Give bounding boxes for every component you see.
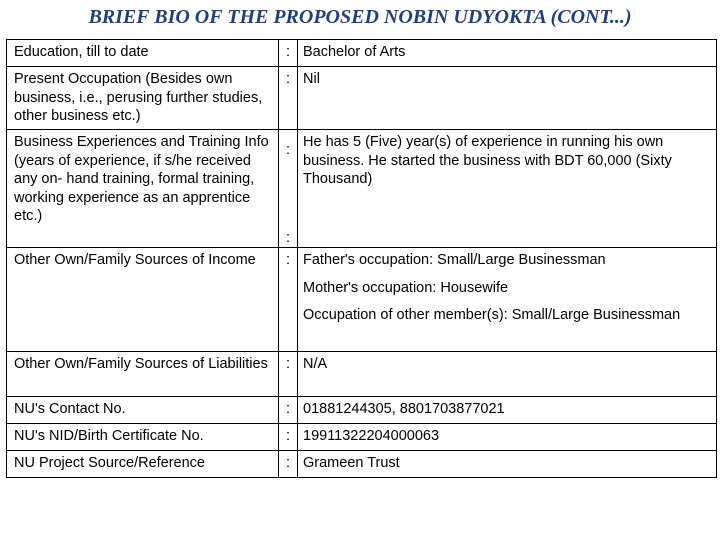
separator-top: :: [285, 142, 291, 158]
table-row: [7, 352, 717, 397]
row-separator: :: [279, 352, 298, 397]
row-label: Education, till to date: [7, 40, 279, 67]
table-row: [7, 397, 717, 424]
value-line: Occupation of other member(s): Small/Large Businessman: [303, 307, 681, 323]
table-row: [7, 130, 717, 248]
row-separator: :: [279, 397, 298, 424]
row-value: Nil: [298, 67, 717, 130]
row-label: NU Project Source/Reference: [7, 451, 279, 478]
page-title: BRIEF BIO OF THE PROPOSED NOBIN UDYOKTA (CONT...): [88, 6, 632, 28]
value-line: Father's occupation: Small/Large Businessman: [303, 252, 606, 268]
row-value: Bachelor of Arts: [298, 40, 717, 67]
row-value: Grameen Trust: [298, 451, 717, 478]
row-value: 19911322204000063: [298, 424, 717, 451]
separator-bottom: :: [285, 229, 291, 246]
row-value: [298, 248, 717, 352]
table-row: [7, 424, 717, 451]
value-line: Mother's occupation: Housewife: [303, 279, 509, 296]
row-label: Business Experiences and Training Info (years of experience, if s/he received any on- hand training, formal training, working experience as an apprentice etc.): [7, 130, 279, 248]
row-value: He has 5 (Five) year(s) of experience in running his own business. He started the business with BDT 60,000 (Sixty Thousand): [298, 130, 717, 248]
table-row: [7, 451, 717, 478]
row-separator: :: [279, 451, 298, 478]
row-value: N/A: [298, 352, 717, 397]
row-label: Present Occupation (Besides own business, i.e., perusing further studies, other business etc.): [7, 67, 279, 130]
row-separator: :: [279, 67, 298, 130]
row-label: Other Own/Family Sources of Income: [7, 248, 279, 352]
row-label: Other Own/Family Sources of Liabilities: [7, 352, 279, 397]
row-separator: :: [279, 40, 298, 67]
row-separator: :: [279, 248, 298, 352]
bio-table: [6, 39, 717, 478]
table-row: [7, 67, 717, 130]
row-value: 01881244305, 8801703877021: [298, 397, 717, 424]
row-label: NU's NID/Birth Certificate No.: [7, 424, 279, 451]
row-label: NU's Contact No.: [7, 397, 279, 424]
row-separator: [279, 130, 298, 248]
table-row: [7, 40, 717, 67]
row-separator: :: [279, 424, 298, 451]
table-row: [7, 248, 717, 352]
